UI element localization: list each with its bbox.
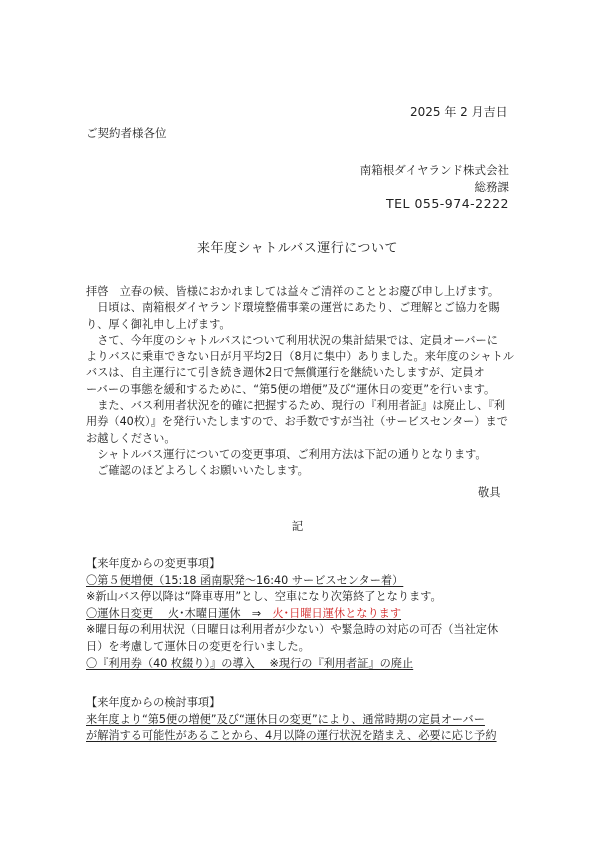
body-line: 拝啓 立春の候、皆様におかれましては益々ご清祥のこととお慶び申し上げます。 [86,285,500,298]
body-line: バスは、自主運行にて引き続き週休2日で無償運行を継続いたしますが、定員オ [86,366,485,380]
body-line: よりバスに乗車できない日が月平均2日（8月に集中）ありました。来年度のシャトル [86,350,514,364]
body-line: さて、今年度のシャトルバスについて利用状況の集計結果では、定員オーバーに [86,333,498,347]
body-line: 用券（40枚）』を発行いたしますので、お手数ですが当社（サービスセンター）まで [86,415,508,429]
closing-keigu: 敬具 [478,486,501,499]
change-item-note: ※新山バス停以降は“降車専用”とし、空車になり次第終了となります。 [86,590,442,604]
addressee: ご契約者様各位 [86,126,167,140]
review-heading: 【来年度からの検討事項】 [86,696,221,709]
body-line: ーバーの事態を緩和するために、“第5便の増便”及び“運休日の変更”を行います。 [86,382,496,396]
body-line: ご確認のほどよろしくお願いいたします。 [86,464,309,478]
review-section [86,695,526,745]
letter-date: 2025 年 2 月吉日 [410,105,508,119]
changes-heading: 【来年度からの変更事項】 [86,557,221,570]
review-line: 来年度より“第5便の増便”及び“運休日の変更”により、通常時期の定員オーバー [86,712,485,726]
body-line: 日頃は、南箱根ダイヤランド環境整備事業の運営にあたり、ご理解とご協力を賜 [86,301,500,315]
change-item-note: ※曜日毎の利用状況（日曜日は利用者が少ない）や緊急時の対応の可否（当社定休 [86,623,499,637]
letter-title: 来年度シャトルバス運行について [196,241,399,256]
body-line: お越しください。 [86,431,176,445]
body-line: り、厚く御礼申し上げます。 [86,317,231,331]
holiday-new: 火･日曜日運休となります [272,606,402,620]
body-line: また、バス利用者状況を的確に把握するため、現行の『利用者証』は廃止し、『利 [86,399,506,413]
sender-department: 総務課 [474,180,509,194]
holiday-old: 〇運休日変更 火･木曜日運休 ⇒ [86,606,273,620]
sender-company: 南箱根ダイヤランド株式会社 [359,163,509,177]
letter-body [86,284,516,480]
body-line: シャトルバス運行についての変更事項、ご利用方法は下記の通りとなります。 [86,447,487,461]
changes-section [86,556,526,672]
change-item-note: 日）を考慮して運休日の変更を行いました。 [86,639,310,653]
review-line: が解消する可能性があることから、4月以降の運行状況を踏まえ、必要に応じ予約 [86,729,497,743]
ki-marker: 記 [291,519,304,533]
change-item-extra-bus: 〇第５便増便（15:18 函南駅発～16:40 サービスセンター着） [86,573,404,587]
change-item-holiday [86,606,526,623]
change-item-ticket: 〇『利用券（40 枚綴り）』の導入 ※現行の『利用者証』の廃止 [86,656,414,670]
sender-tel: TEL 055-974-2222 [385,196,509,211]
